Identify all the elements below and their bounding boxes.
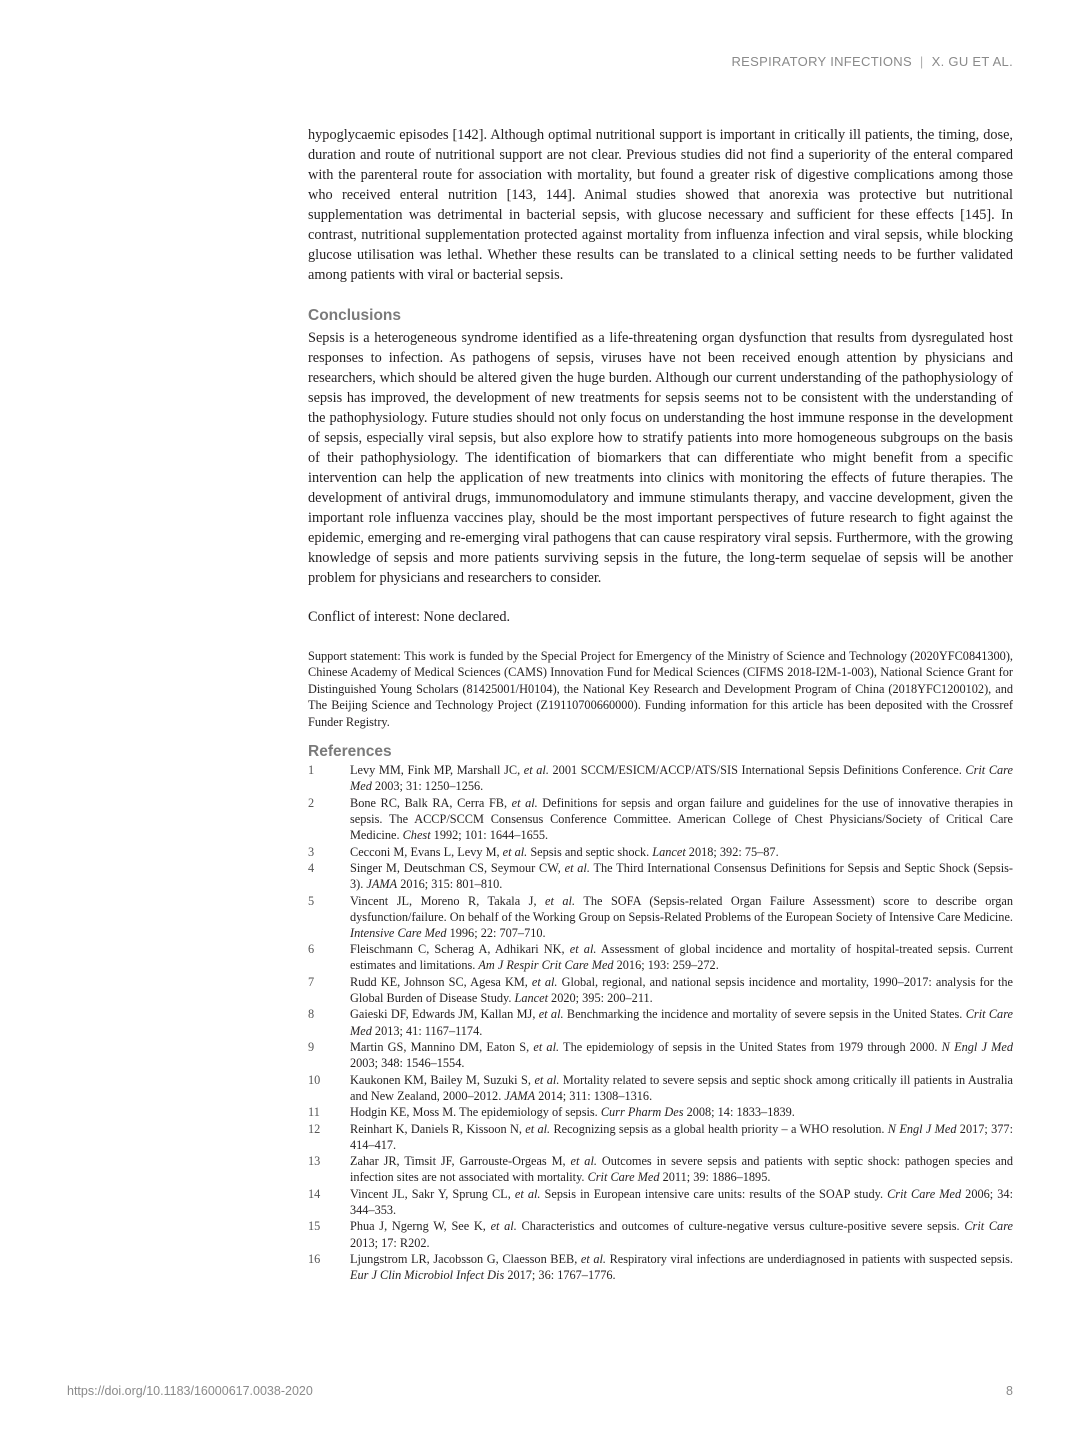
reference-authors: Vincent JL, Sakr Y, Sprung CL, <box>350 1186 515 1201</box>
reference-authors: Bone RC, Balk RA, Cerra FB, <box>350 795 512 810</box>
reference-title: Sepsis in European intensive care units: results of the SOAP study. <box>540 1186 888 1201</box>
reference-details: 2020; 395: 200–211. <box>547 990 653 1005</box>
reference-journal: Curr Pharm Des <box>600 1105 684 1120</box>
reference-details: 2016; 315: 801–810. <box>397 877 503 892</box>
reference-item <box>308 1121 1013 1153</box>
reference-authors: Kaukonen KM, Bailey M, Suzuki S, <box>350 1072 535 1087</box>
reference-et-al: et al. <box>514 1186 541 1201</box>
reference-title: The epidemiology of sepsis in the United States from 1979 through 2000. <box>559 1040 942 1055</box>
reference-item <box>308 1153 1013 1185</box>
reference-details: 1996; 22: 707–710. <box>446 925 546 940</box>
reference-item <box>308 1251 1013 1283</box>
reference-item <box>308 1218 1013 1250</box>
reference-et-al: et al. <box>538 1007 564 1022</box>
reference-authors: Reinhart K, Daniels R, Kissoon N, <box>350 1121 526 1136</box>
reference-number: 11 <box>308 1105 320 1120</box>
reference-journal: Intensive Care Med <box>350 925 447 940</box>
reference-item <box>308 860 1013 892</box>
reference-item <box>308 893 1013 941</box>
reference-authors: Levy MM, Fink MP, Marshall JC, <box>350 763 524 778</box>
reference-title: The Third International Consensus Definitions for Sepsis and Septic Shock (Sepsis-3). <box>350 861 1014 892</box>
article-content <box>308 125 1013 1284</box>
reference-number: 12 <box>308 1121 321 1136</box>
references-heading: References <box>308 743 392 761</box>
reference-details: 2011; 39: 1886–1895. <box>659 1170 771 1185</box>
running-head-separator: | <box>919 54 924 69</box>
reference-item <box>308 844 1013 860</box>
reference-journal: N Engl J Med <box>887 1121 957 1136</box>
reference-et-al: et al. <box>569 942 597 957</box>
reference-journal: Am J Respir Crit Care Med <box>478 958 614 973</box>
reference-details: 2013; 41: 1167–1174. <box>371 1023 483 1038</box>
reference-item <box>308 1186 1013 1218</box>
reference-number: 4 <box>308 861 315 876</box>
reference-journal: Lancet <box>514 990 548 1005</box>
conflict-of-interest: Conflict of interest: None declared. <box>308 609 511 625</box>
reference-number: 15 <box>308 1219 321 1234</box>
reference-title: Definitions for sepsis and organ failure and guidelines for the use of innovative therapies in sepsis. The ACCP/SCCM Consensus Conference Committee. American College of Chest Physicians/Society of Critical Care Medicine. <box>350 795 1013 843</box>
reference-authors: Cecconi M, Evans L, Levy M, <box>350 844 503 859</box>
reference-details: 2008; 14: 1833–1839. <box>683 1105 795 1120</box>
reference-list <box>308 762 1013 1283</box>
reference-authors: Ljungstrom LR, Jacobsson G, Claesson BEB, <box>350 1252 581 1266</box>
reference-number: 7 <box>308 974 315 989</box>
reference-et-al: et al. <box>525 1121 551 1136</box>
page-number: 8 <box>1006 1384 1013 1398</box>
reference-journal: Crit Care <box>964 1219 1013 1234</box>
reference-details: 2018; 392: 75–87. <box>685 844 779 859</box>
reference-title: Recognizing sepsis as a global health priority – a WHO resolution. <box>550 1121 888 1136</box>
reference-et-al: et al. <box>580 1252 606 1266</box>
running-head <box>731 54 1013 69</box>
reference-authors: Martin GS, Mannino DM, Eaton S, <box>350 1040 534 1055</box>
reference-et-al: et al. <box>490 1219 517 1234</box>
reference-journal: Crit Care Med <box>587 1170 660 1185</box>
reference-authors: Gaieski DF, Edwards JM, Kallan MJ, <box>350 1007 539 1022</box>
reference-authors: Rudd KE, Johnson SC, Agesa KM, <box>350 974 532 989</box>
reference-journal: Chest <box>402 828 431 843</box>
reference-number: 2 <box>308 795 315 810</box>
conclusions-section <box>308 306 1013 588</box>
reference-authors: Hodgin KE, Moss M. The epidemiology of sepsis. <box>350 1105 601 1120</box>
reference-title: 2001 SCCM/ESICM/ACCP/ATS/SIS International Sepsis Definitions Conference. <box>548 763 966 778</box>
reference-title: Sepsis and septic shock. <box>527 844 653 859</box>
reference-journal: Crit Care Med <box>350 1007 1013 1038</box>
reference-number: 5 <box>308 893 315 908</box>
reference-details: 2003; 348: 1546–1554. <box>350 1056 465 1071</box>
reference-number: 1 <box>308 763 315 778</box>
conclusions-paragraph: Sepsis is a heterogeneous syndrome identified as a life-threatening organ dysfunction that results from dysregulated host responses to infection. As pathogens of sepsis, viruses have not been received enough attention by physicians and researchers, which should be altered given the huge burden. Although our current understanding of the pathophysiology of sepsis has improved, the development of new treatments for sepsis seems not to be consistent with the understanding of the pathophysiology. Future studies should not only focus on understanding the host immune response in the development of sepsis, especially viral sepsis, but also explore how to stratify patients into more homogeneous subgroups on the basis of their pathophysiology. The identification of biomarkers that can differentiate who might benefit from a specific intervention can help the application of new treatments into clinics with monitoring the effects of future therapies. The development of antiviral drugs, immunomodulatory and immune stimulants therapy, and vaccine development, given the important role influenza vaccines play, should be the most important perspectives of future research to fight against the epidemic, emerging and re-emerging viral pathogens that can cause respiratory viral sepsis. Furthermore, with the growing knowledge of sepsis and more patients surviving sepsis in the future, the long-term sequelae of sepsis will be another problem for physicians and researchers to consider. <box>308 330 1013 586</box>
running-head-topic: RESPIRATORY INFECTIONS <box>731 54 912 69</box>
reference-authors: Singer M, Deutschman CS, Seymour CW, <box>350 861 565 876</box>
reference-title: Characteristics and outcomes of culture-negative versus culture-positive severe sepsis. <box>516 1219 965 1234</box>
reference-journal: Crit Care Med <box>350 763 1013 794</box>
reference-et-al: et al. <box>545 893 576 908</box>
reference-title: Assessment of global incidence and mortality of hospital-treated sepsis. Current estimates and limitations. <box>350 942 1013 973</box>
reference-item <box>308 1104 1013 1120</box>
conclusions-heading: Conclusions <box>308 307 402 324</box>
reference-details: 2017; 377: 414–417. <box>350 1121 1013 1152</box>
reference-item <box>308 1072 1013 1104</box>
reference-journal: Eur J Clin Microbiol Infect Dis <box>350 1268 505 1283</box>
reference-number: 3 <box>308 844 315 859</box>
reference-item <box>308 795 1013 843</box>
reference-item <box>308 941 1013 973</box>
reference-number: 14 <box>308 1186 321 1201</box>
reference-item <box>308 974 1013 1006</box>
reference-title: Benchmarking the incidence and mortality of severe sepsis in the United States. <box>563 1007 966 1022</box>
reference-details: 1992; 101: 1644–1655. <box>430 828 549 843</box>
reference-item <box>308 762 1013 794</box>
reference-details: 2017; 36: 1767–1776. <box>504 1268 616 1283</box>
reference-et-al: et al. <box>533 1040 560 1055</box>
reference-journal: JAMA <box>504 1088 536 1103</box>
footer-doi-link[interactable]: https://doi.org/10.1183/16000617.0038-2020 <box>67 1384 313 1398</box>
reference-title: Global, regional, and national sepsis incidence and mortality, 1990–2017: analysis for the Global Burden of Disease Study. <box>350 974 1013 1005</box>
support-statement: Support statement: This work is funded by the Special Project for Emergency of the Ministry of Science and Technology (2020YFC0841300), Chinese Academy of Medical Sciences (CAMS) Innovation Fund for Medical Sciences (CIFMS 2018-I2M-1-003), National Science Grant for Distinguished Young Scholars (81425001/H0104), the National Key Research and Development Program of China (2018YFC1200102), and The Beijing Science and Technology Project (Z19110700660000). Funding information for this article has been deposited with the Crossref Funder Registry. <box>308 649 1013 729</box>
reference-number: 13 <box>308 1154 321 1169</box>
reference-journal: Lancet <box>652 844 686 859</box>
reference-details: 2016; 193: 259–272. <box>613 958 719 973</box>
reference-item <box>308 1006 1013 1038</box>
reference-journal: N Engl J Med <box>941 1040 1014 1055</box>
reference-title: Mortality related to severe sepsis and septic shock among critically ill patients in Australia and New Zealand, 2000–2012. <box>350 1072 1013 1103</box>
references-section <box>308 742 1013 1283</box>
reference-et-al: et al. <box>511 795 538 810</box>
intro-paragraph: hypoglycaemic episodes [142]. Although optimal nutritional support is important in critically ill patients, the timing, dose, duration and route of nutritional support are not clear. Previous studies did not find a superiority of the enteral compared with the parenteral route for association with mortality, but found a greater risk of digestive complications among those who received enteral nutrition [143, 144]. Animal studies showed that anorexia was protective but nutritional supplementation was detrimental in bacterial sepsis, with glucose necessary and sufficient for these effects [145]. In contrast, nutritional supplementation protected against mortality from influenza infection and viral sepsis, while blocking glucose utilisation was lethal. Whether these results can be translated to a clinical setting needs to be further validated among patients with viral or bacterial sepsis. <box>308 127 1013 283</box>
reference-title: Respiratory viral infections are underdiagnosed in patients with suspected sepsis. <box>605 1252 1013 1266</box>
running-head-authors: X. GU ET AL. <box>931 54 1013 69</box>
reference-details: 2014; 311: 1308–1316. <box>535 1088 653 1103</box>
reference-et-al: et al. <box>570 1154 597 1169</box>
reference-journal: Crit Care Med <box>887 1186 962 1201</box>
reference-journal: JAMA <box>366 877 398 892</box>
reference-item <box>308 1039 1013 1071</box>
reference-number: 9 <box>308 1040 315 1055</box>
reference-et-al: et al. <box>523 763 549 778</box>
reference-et-al: et al. <box>564 861 590 876</box>
reference-details: 2003; 31: 1250–1256. <box>371 779 484 794</box>
reference-et-al: et al. <box>502 844 528 859</box>
reference-authors: Phua J, Ngerng W, See K, <box>350 1219 491 1234</box>
reference-number: 6 <box>308 942 315 957</box>
reference-details: 2006; 34: 344–353. <box>350 1186 1013 1217</box>
reference-authors: Vincent JL, Moreno R, Takala J, <box>350 893 546 908</box>
reference-title: Outcomes in severe sepsis and patients with septic shock: pathogen species and infection sites are not associated with mortality. <box>350 1154 1013 1185</box>
reference-et-al: et al. <box>534 1072 560 1087</box>
reference-authors: Zahar JR, Timsit JF, Garrouste-Orgeas M, <box>350 1154 571 1169</box>
reference-number: 10 <box>308 1072 321 1087</box>
reference-et-al: et al. <box>531 974 558 989</box>
reference-authors: Fleischmann C, Scherag A, Adhikari NK, <box>350 942 570 957</box>
reference-title: The SOFA (Sepsis-related Organ Failure Assessment) score to describe organ dysfunction/failure. On behalf of the Working Group on Sepsis-Related Problems of the European Society of Intensive Care Medicine. <box>350 893 1013 924</box>
reference-number: 8 <box>308 1007 315 1022</box>
reference-number: 16 <box>308 1252 321 1266</box>
reference-details: 2013; 17: R202. <box>350 1235 430 1250</box>
